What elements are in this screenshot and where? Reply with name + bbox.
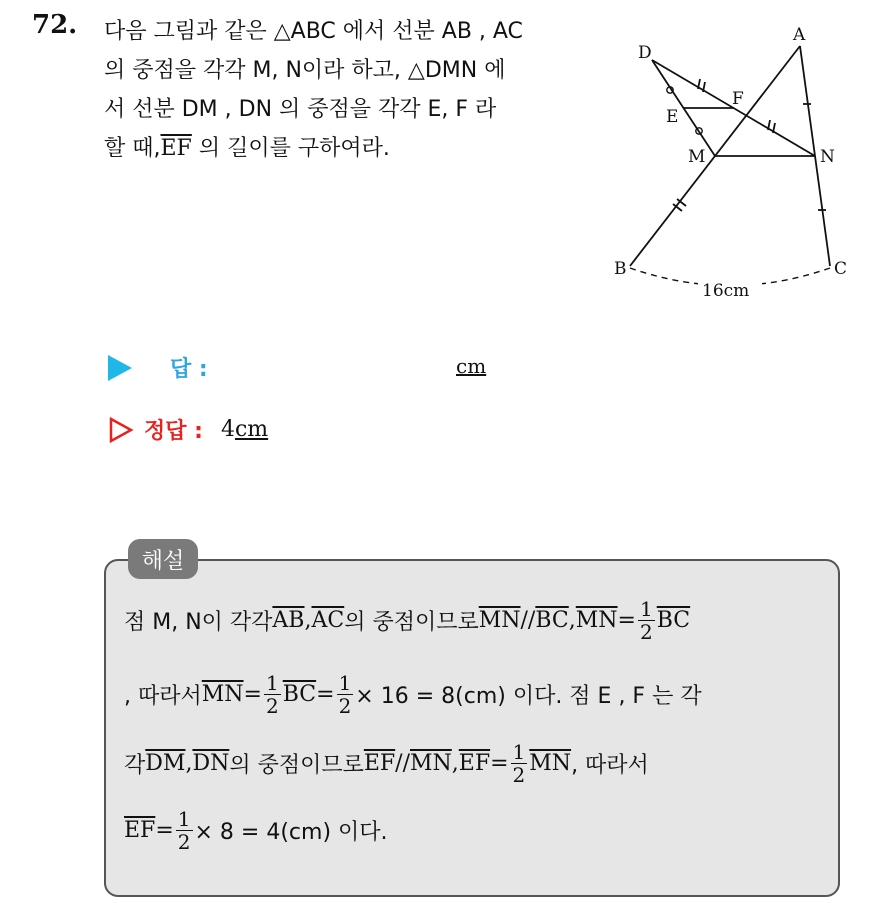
answer-unit: cm bbox=[456, 354, 487, 378]
correct-value: 4cm bbox=[220, 417, 269, 442]
solution-line-3: 각 $\overline{DM}$ , $\overline{DN}$ 의 중점이므로 $\overline{EF}$ // $\overline{MN}$ , $\overline{EF}$ = $\frac{1}{2}$ $\overline{MN}$ , 따라서 bbox=[124, 740, 649, 787]
fraction: $\frac{1}{2}$ bbox=[512, 740, 526, 787]
solution-tab: 해설 bbox=[128, 539, 198, 579]
label-b: B bbox=[614, 259, 627, 279]
problem-line-4: 할 때$,\overline{EF}$ 의 길이를 구하여라. bbox=[104, 136, 390, 161]
solution-line-1: 점 M, N이 각각 $\overline{AB}$ , $\overline{AC}$ 의 중점이므로 $\overline{MN}$ // $\overline{BC}$ , $\overline{MN}$ = $\frac{1}{2}$ $\overline{BC}$ bbox=[124, 597, 691, 644]
question-number: 72. bbox=[32, 10, 78, 40]
problem-line-3: 서 선분 DM , DN 의 중점을 각각 E, F 라 bbox=[104, 97, 497, 122]
problem-line-1: 다음 그림과 같은 △ABC 에서 선분 AB , AC bbox=[104, 19, 523, 44]
fraction: $\frac{1}{2}$ bbox=[265, 671, 279, 718]
answer-row bbox=[108, 352, 508, 383]
triangle-diagram bbox=[600, 18, 870, 308]
label-d: D bbox=[638, 43, 652, 63]
measure-bc: 16cm bbox=[702, 281, 750, 301]
problem-text bbox=[104, 12, 594, 168]
label-f: F bbox=[732, 89, 744, 109]
play-filled-icon bbox=[108, 355, 132, 381]
segment-ef: $\overline{EF}$ bbox=[160, 136, 192, 161]
label-m: M bbox=[688, 147, 706, 167]
correct-answer-row bbox=[108, 414, 268, 445]
problem-line-2: 의 중점을 각각 M, N이라 하고, △DMN 에 bbox=[104, 58, 506, 83]
answer-label: 답 : bbox=[170, 357, 208, 382]
label-a: A bbox=[793, 25, 806, 45]
solution-line-2: , 따라서 $\overline{MN}$ = $\frac{1}{2}$ $\overline{BC}$ = $\frac{1}{2}$ × 16 = 8(cm) 이다. 점 E , F 는 각 bbox=[124, 671, 702, 718]
label-c: C bbox=[834, 259, 848, 279]
fraction: $\frac{1}{2}$ bbox=[338, 671, 352, 718]
label-n: N bbox=[820, 147, 835, 167]
label-e: E bbox=[666, 107, 679, 127]
correct-label: 정답 : bbox=[144, 419, 203, 444]
play-outline-icon bbox=[108, 416, 134, 444]
fraction: $\frac{1}{2}$ bbox=[639, 597, 653, 644]
solution-line-4: $\overline{EF}$ = $\frac{1}{2}$ × 8 = 4(cm) 이다. bbox=[124, 807, 388, 854]
fraction: $\frac{1}{2}$ bbox=[177, 807, 191, 854]
